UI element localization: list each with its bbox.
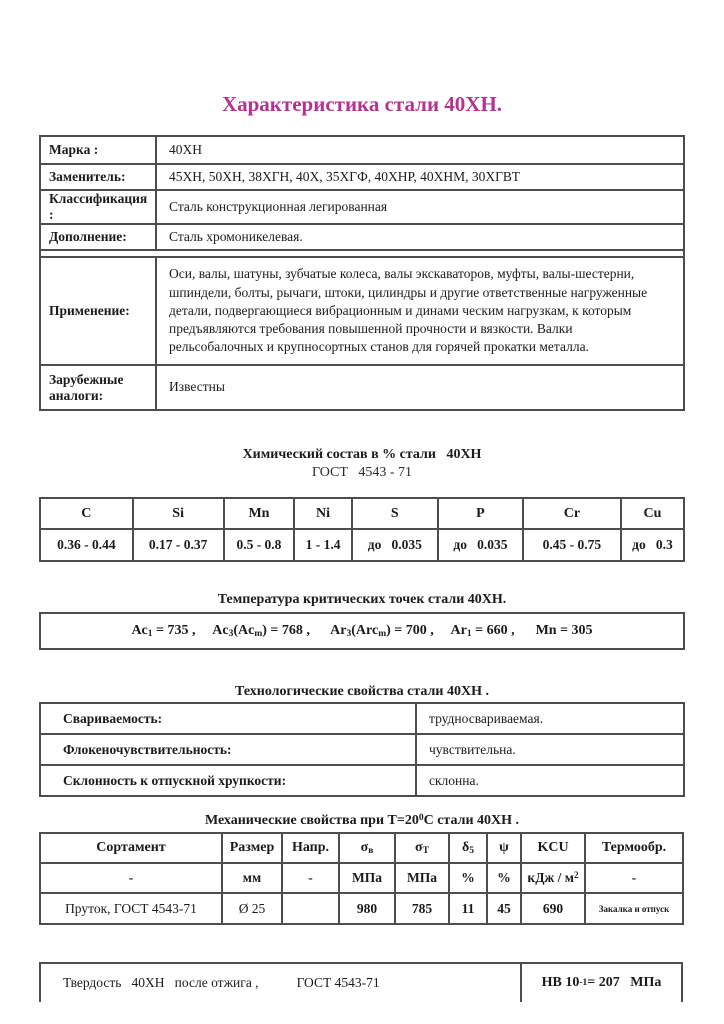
mech-units-row [40,863,683,893]
chem-table [39,497,685,562]
section-heading-chemistry: Химический состав в % стали 40ХН [242,447,482,462]
info-table [39,135,685,411]
hardness-left-cell [41,964,522,1002]
chem-value-cell: 0.17 - 0.37 [133,529,224,561]
hardness-row [39,962,683,1002]
data-cell [282,893,339,924]
mech-header-cell: $\sigma_в$ [339,833,395,863]
section-heading-tech-properties: Технологические свойства стали 40ХН . [235,684,489,699]
data-cell: 785 [395,893,449,924]
row-label: Свариваемость: [40,703,416,734]
row-value: Оси, валы, шатуны, зубчатые колеса, валы экскаваторов, муфты, валы-шестерни, шпиндели, болты, рычаги, штоки, цилиндры и другие ответственные нагруженные детали, подвергающиеся вибрационным и динами ческим нагрузкам, к которым предъявляются требования повышенной прочности и вязкости. Валки рельсобалочных и крупносортных станов для горячей прокатки металла. [156,257,684,365]
chem-header-cell: Mn [224,498,295,529]
row-label: Флокеночувствительность: [40,734,416,765]
row-label: Классификация : [40,190,156,224]
hardness-text: Твердость 40ХН после отжига , [63,975,259,990]
hardness-gost: ГОСТ 4543-71 [296,975,380,990]
table-row [40,257,684,365]
mech-data-row [40,893,683,924]
chem-value-cell: до 0.035 [352,529,438,561]
row-value: 45ХН, 50ХН, 38ХГН, 40Х, 35ХГФ, 40ХНР, 40ХНМ, 30ХГВТ [156,164,684,190]
table-row [40,190,684,224]
table-row [40,365,684,410]
units-cell: % [449,863,487,893]
row-label: Применение: [40,257,156,365]
row-label: Марка : [40,136,156,164]
mech-header-cell: KCU [521,833,585,863]
data-cell: 980 [339,893,395,924]
row-label: Дополнение: [40,224,156,250]
row-label: Склонность к отпускной хрупкости: [40,765,416,796]
chem-header-row [40,498,684,529]
row-value: Сталь хромоникелевая. [156,224,684,250]
section-heading-critical-points: Температура критических точек стали 40ХН. [217,592,507,607]
data-cell: Закалка и отпуск [585,893,683,924]
chem-value-cell: 0.45 - 0.75 [523,529,621,561]
section-subheading-gost: ГОСТ 4543 - 71 [311,465,413,480]
table-row [40,136,684,164]
table-row [40,703,684,734]
units-cell: - [40,863,222,893]
chem-value-cell: до 0.3 [621,529,684,561]
row-value: Сталь конструкционная легированная [156,190,684,224]
units-cell: МПа [339,863,395,893]
data-cell: Ø 25 [222,893,282,924]
units-cell: - [585,863,683,893]
chem-value-row [40,529,684,561]
row-value: склонна. [416,765,684,796]
units-cell: - [282,863,339,893]
units-cell: % [487,863,521,893]
chem-value-cell: 0.5 - 0.8 [224,529,295,561]
spacer-row [40,250,684,257]
mech-header-cell: ψ [487,833,521,863]
chem-header-cell: Cr [523,498,621,529]
mechanical-table [39,832,684,925]
chem-value-cell: 0.36 - 0.44 [40,529,133,561]
mech-header-cell: Сортамент [40,833,222,863]
mech-header-cell: Термообр. [585,833,683,863]
row-value: трудносвариваемая. [416,703,684,734]
chem-header-cell: Si [133,498,224,529]
mech-header-cell: Размер [222,833,282,863]
data-cell: 690 [521,893,585,924]
chem-header-cell: C [40,498,133,529]
tech-properties-table [39,702,685,797]
row-label: Зарубежные аналоги: [40,365,156,410]
critical-points-table [39,612,685,650]
row-label: Заменитель: [40,164,156,190]
section-heading-mechanical: Механические свойства при $Т=20^0С$ стали 40ХН . [204,813,520,828]
spacer-cell [40,250,684,257]
row-value: чувствительна. [416,734,684,765]
chem-header-cell: Cu [621,498,684,529]
table-row [40,734,684,765]
row-value: Известны [156,365,684,410]
units-cell: МПа [395,863,449,893]
page-title: Характеристика стали 40ХН. [221,92,503,116]
row-value: 40ХН [156,136,684,164]
chem-value-cell: 1 - 1.4 [294,529,351,561]
table-row [40,224,684,250]
chem-header-cell: S [352,498,438,529]
critical-points-formula: $Ac_1 = 735$ , $Ac_3(Ac_m) = 768$ , $Ar_3(Arc_m) = 700$ , $Ar_1 = 660$ , Mn = 305 [40,613,684,649]
chem-header-cell: Ni [294,498,351,529]
mech-header-row [40,833,683,863]
units-cell: кДж / $м^2$ [521,863,585,893]
data-cell: Пруток, ГОСТ 4543-71 [40,893,222,924]
mech-header-cell: Напр. [282,833,339,863]
table-row [40,765,684,796]
data-cell: 11 [449,893,487,924]
chem-header-cell: P [438,498,523,529]
table-row [40,164,684,190]
table-row [40,613,684,649]
hardness-value: НВ 10 -1 = 207 МПа [541,975,662,990]
mech-header-cell: $\sigma_Т$ [395,833,449,863]
mech-header-cell: $\delta_5$ [449,833,487,863]
chem-value-cell: до 0.035 [438,529,523,561]
data-cell: 45 [487,893,521,924]
units-cell: мм [222,863,282,893]
